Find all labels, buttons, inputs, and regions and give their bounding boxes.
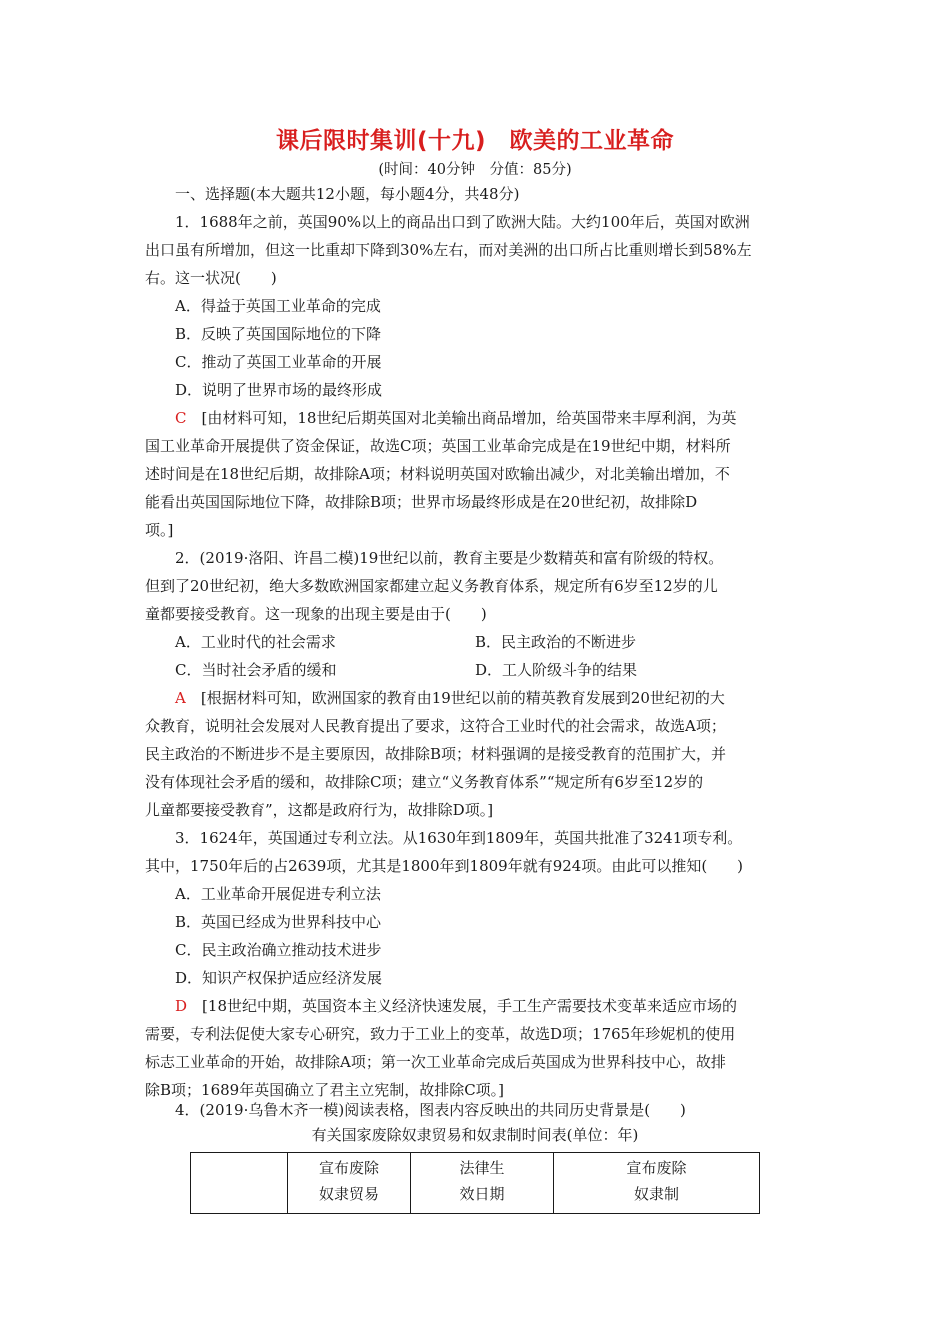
q2-stem-line: 但到了20世纪初，绝大多数欧洲国家都建立起义务教育体系，规定所有6岁至12岁的儿: [145, 577, 718, 595]
page-title: 课后限时集训(十九) 欧美的工业革命: [275, 128, 675, 154]
q3-answer-letter: D: [175, 997, 188, 1015]
q1-stem-line: 右。这一状况( ): [145, 269, 277, 287]
q1-option: B．反映了英国国际地位的下降: [175, 325, 382, 343]
q1-stem-line: 1．1688年之前，英国90%以上的商品出口到了欧洲大陆。大约100年后，英国对欧洲: [175, 213, 750, 231]
q3-option: D．知识产权保护适应经济发展: [175, 969, 383, 987]
q3-stem-line: 其中，1750年后的占2639项，尤其是1800年到1809年就有924项。由此可以推知( ): [145, 857, 744, 875]
q3-explanation-line: 需要，专利法促使大家专心研究，致力于工业上的变革，故选D项；1765年珍妮机的使用: [145, 1025, 736, 1043]
q2-explanation-line: 没有体现社会矛盾的缓和，故排除C项；建立“义务教育体系”“规定所有6岁至12岁的: [145, 773, 704, 791]
table-header-cell: [191, 1153, 288, 1214]
q1-option: C．推动了英国工业革命的开展: [175, 353, 382, 371]
q3-option: B．英国已经成为世界科技中心: [175, 913, 382, 931]
q1-answer-letter: C: [175, 409, 187, 427]
section-heading: 一、选择题(本大题共12小题，每小题4分，共48分): [175, 185, 520, 203]
q1-answer-line: [175, 408, 736, 428]
q2-option: B．民主政治的不断进步: [475, 633, 637, 651]
q3-explanation: [18世纪中期，英国资本主义经济快速发展，手工生产需要技术变革来适应市场的: [202, 997, 737, 1015]
page-subtitle: (时间：40分钟 分值：85分): [378, 162, 572, 178]
q2-option: D．工人阶级斗争的结果: [475, 661, 638, 679]
q2-answer-letter: A: [175, 689, 186, 707]
q3-explanation-line: 标志工业革命的开始，故排除A项；第一次工业革命完成后英国成为世界科技中心，故排: [145, 1053, 726, 1071]
q1-option: A．得益于英国工业革命的完成: [175, 297, 381, 315]
q3-answer-line: [175, 996, 737, 1016]
q2-answer-line: [175, 688, 725, 708]
q1-explanation-line: 能看出英国国际地位下降，故排除B项；世界市场最终形成是在20世纪初，故排除D: [145, 493, 698, 511]
table-row: [191, 1153, 760, 1214]
q1-explanation-line: 述时间是在18世纪后期，故排除A项；材料说明英国对欧输出减少，对北美输出增加，不: [145, 465, 730, 483]
q1-explanation-line: 国工业革命开展提供了资金保证，故选C项；英国工业革命完成是在19世纪中期，材料所: [145, 437, 731, 455]
q1-explanation: [由材料可知，18世纪后期英国对北美输出商品增加，给英国带来丰厚利润，为英: [201, 409, 737, 427]
q2-explanation-line: 儿童都要接受教育”，这都是政府行为，故排除D项。]: [145, 801, 494, 819]
q2-explanation-line: 众教育，说明社会发展对人民教育提出了要求，这符合工业时代的社会需求，故选A项；: [145, 717, 726, 735]
q2-option: A．工业时代的社会需求: [175, 633, 336, 651]
q3-explanation-line: 除B项；1689年英国确立了君主立宪制，故排除C项。]: [145, 1081, 505, 1099]
table-header-cell: 宣布废除 奴隶制: [554, 1153, 760, 1214]
q4-stem-line: 4．(2019·乌鲁木齐一模)阅读表格，图表内容反映出的共同历史背景是( ): [175, 1101, 686, 1119]
q2-explanation: [根据材料可知，欧洲国家的教育由19世纪以前的精英教育发展到20世纪初的大: [200, 689, 725, 707]
q2-stem-line: 2．(2019·洛阳、许昌二模)19世纪以前，教育主要是少数精英和富有阶级的特权。: [175, 549, 724, 567]
q3-stem-line: 3．1624年，英国通过专利立法。从1630年到1809年，英国共批准了3241项专利。: [175, 829, 743, 847]
data-table: [190, 1152, 760, 1214]
q1-option: D．说明了世界市场的最终形成: [175, 381, 383, 399]
q3-option: A．工业革命开展促进专利立法: [175, 885, 381, 903]
q2-explanation-line: 民主政治的不断进步不是主要原因，故排除B项；材料强调的是接受教育的范围扩大，并: [145, 745, 727, 763]
q1-explanation-line: 项。]: [145, 521, 174, 539]
q1-stem-line: 出口虽有所增加，但这一比重却下降到30%左右，而对美洲的出口所占比重则增长到58%左: [145, 241, 752, 259]
q3-option: C．民主政治确立推动技术进步: [175, 941, 382, 959]
table-header-cell: 宣布废除 奴隶贸易: [288, 1153, 411, 1214]
table-caption: 有关国家废除奴隶贸易和奴隶制时间表(单位：年): [311, 1126, 639, 1144]
q2-stem-line: 童都要接受教育。这一现象的出现主要是由于( ): [145, 605, 487, 623]
q2-option: C．当时社会矛盾的缓和: [175, 661, 337, 679]
table-header-cell: 法律生 效日期: [411, 1153, 554, 1214]
